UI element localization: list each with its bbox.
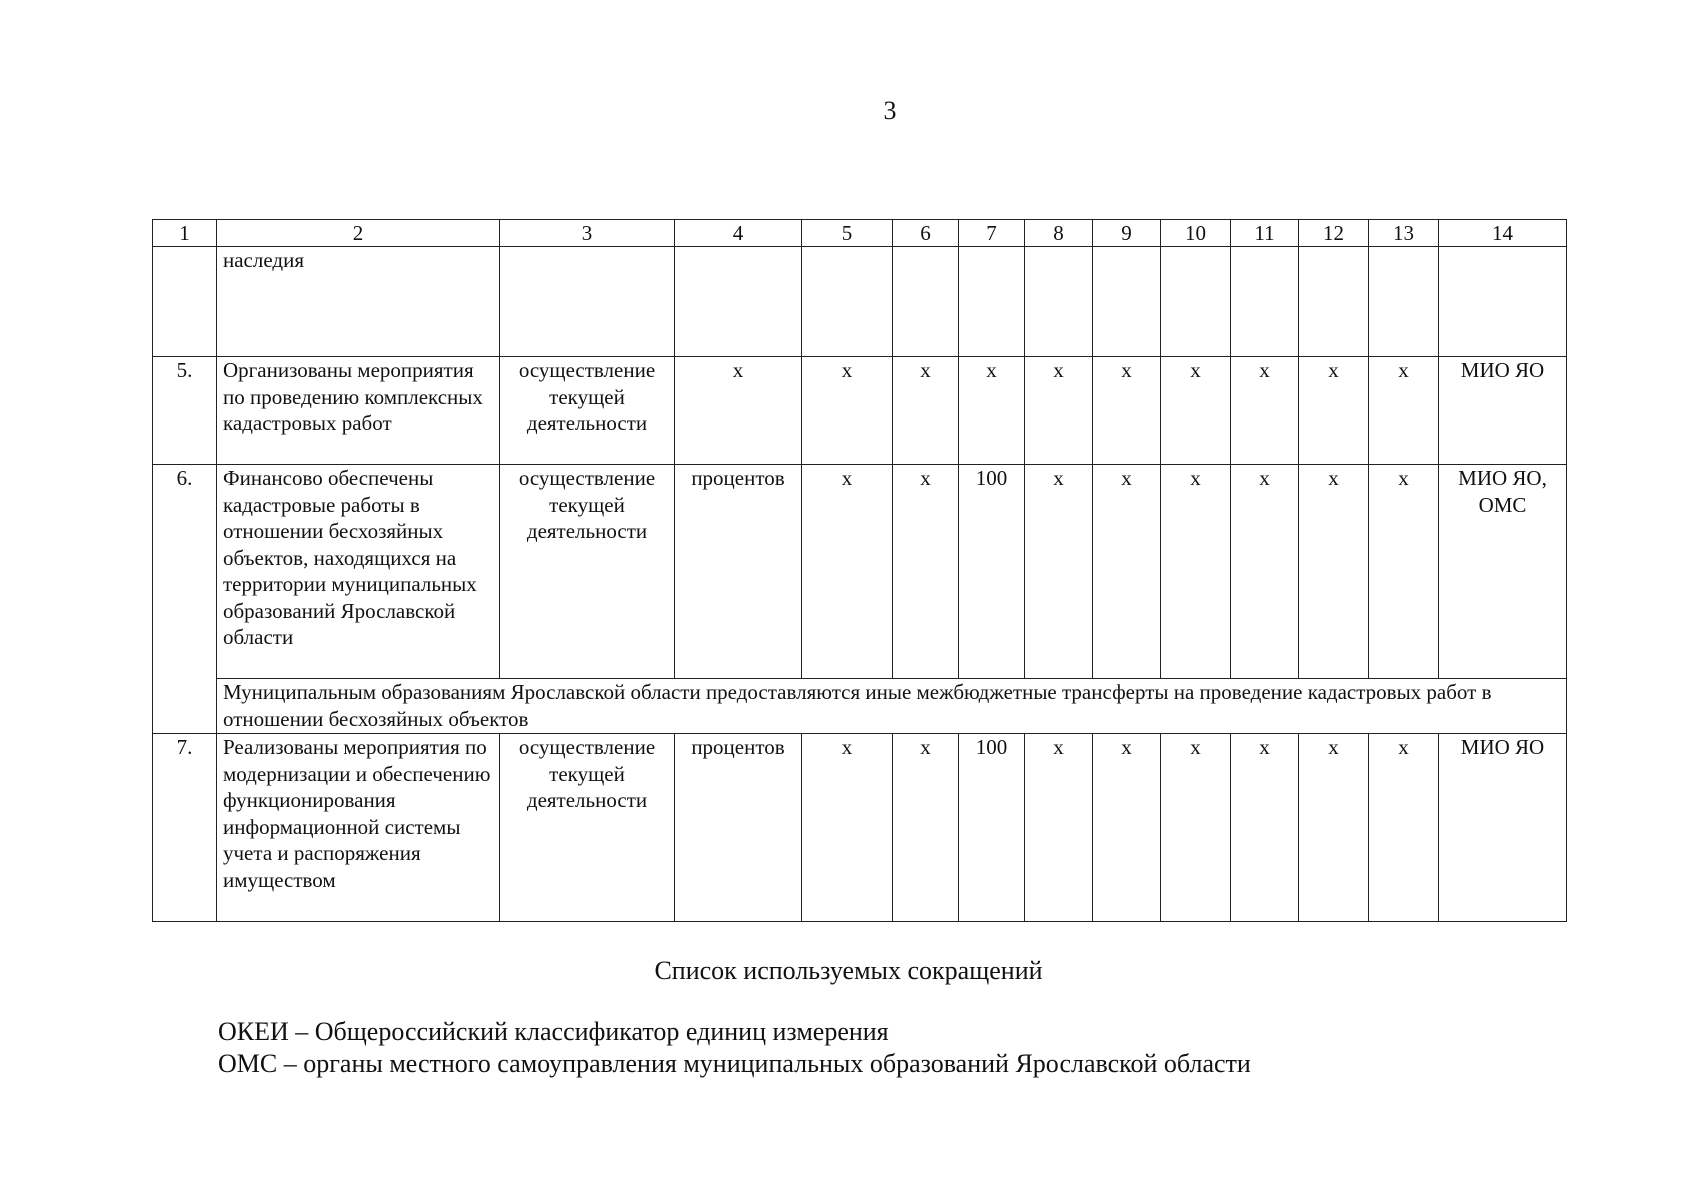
abbreviation-item: ОМС – органы местного самоуправления муниципальных образований Ярославской области bbox=[218, 1049, 1251, 1078]
cell-type: осуществление текущей деятельности bbox=[500, 465, 675, 679]
header-cell: 2 bbox=[217, 220, 500, 247]
cell-value: х bbox=[959, 357, 1025, 465]
cell-empty bbox=[1161, 247, 1231, 357]
cell-empty bbox=[1231, 247, 1299, 357]
cell-value: х bbox=[1093, 465, 1161, 679]
cell-empty bbox=[500, 247, 675, 357]
cell-num: 6. bbox=[153, 465, 217, 734]
cell-value: х bbox=[802, 734, 893, 922]
cell-empty bbox=[802, 247, 893, 357]
cell-empty bbox=[1093, 247, 1161, 357]
cell-empty bbox=[893, 247, 959, 357]
cell-value: х bbox=[1025, 357, 1093, 465]
cell-empty bbox=[1439, 247, 1567, 357]
header-cell: 14 bbox=[1439, 220, 1567, 247]
cell-executor: МИО ЯО, ОМС bbox=[1439, 465, 1567, 679]
cell-unit: процентов bbox=[675, 734, 802, 922]
header-cell: 6 bbox=[893, 220, 959, 247]
cell-value: х bbox=[1369, 465, 1439, 679]
cell-type: осуществление текущей деятельности bbox=[500, 357, 675, 465]
header-cell: 5 bbox=[802, 220, 893, 247]
cell-title: Финансово обеспечены кадастровые работы в отношении бесхозяйных объектов, находящихся на территории муниципальных образований Ярославской области bbox=[217, 465, 500, 679]
header-cell: 13 bbox=[1369, 220, 1439, 247]
cell-value: х bbox=[1369, 734, 1439, 922]
cell-num: 7. bbox=[153, 734, 217, 922]
cell-type: осуществление текущей деятельности bbox=[500, 734, 675, 922]
cell-value: х bbox=[893, 357, 959, 465]
cell-empty bbox=[1299, 247, 1369, 357]
cell-value: х bbox=[1231, 357, 1299, 465]
cell-value: х bbox=[1299, 734, 1369, 922]
cell-note: Муниципальным образованиям Ярославской области предоставляются иные межбюджетные трансферты на проведение кадастровых работ в отношении бесхозяйных объектов bbox=[217, 679, 1567, 734]
table-row bbox=[153, 734, 1567, 922]
cell-value: х bbox=[1025, 734, 1093, 922]
cell-value: х bbox=[1161, 357, 1231, 465]
cell-value: х bbox=[893, 465, 959, 679]
indicators-table bbox=[152, 219, 1567, 922]
cell-empty bbox=[1369, 247, 1439, 357]
cell-value: х bbox=[1231, 465, 1299, 679]
table-row-note bbox=[153, 679, 1567, 734]
header-cell: 4 bbox=[675, 220, 802, 247]
cell-value: х bbox=[1161, 734, 1231, 922]
cell-value: 100 bbox=[959, 734, 1025, 922]
cell-title: Организованы мероприятия по проведению комплексных кадастровых работ bbox=[217, 357, 500, 465]
table-header-row bbox=[153, 220, 1567, 247]
cell-executor: МИО ЯО bbox=[1439, 357, 1567, 465]
cell-value: 100 bbox=[959, 465, 1025, 679]
cell-empty bbox=[675, 247, 802, 357]
cell-value: х bbox=[1299, 357, 1369, 465]
cell-title: Реализованы мероприятия по модернизации и обеспечению функционирования информационной системы учета и распоряжения имуществом bbox=[217, 734, 500, 922]
cell-empty bbox=[959, 247, 1025, 357]
page-number: 3 bbox=[883, 96, 897, 125]
cell-value: х bbox=[1093, 734, 1161, 922]
header-cell: 12 bbox=[1299, 220, 1369, 247]
cell-value: х bbox=[1025, 465, 1093, 679]
abbreviations-title: Список используемых сокращений bbox=[654, 956, 1043, 985]
header-cell: 8 bbox=[1025, 220, 1093, 247]
cell-value: х bbox=[1369, 357, 1439, 465]
header-cell: 9 bbox=[1093, 220, 1161, 247]
cell-num: 5. bbox=[153, 357, 217, 465]
table-row bbox=[153, 357, 1567, 465]
cell-unit: х bbox=[675, 357, 802, 465]
abbreviations-list bbox=[218, 1016, 1251, 1080]
header-cell: 11 bbox=[1231, 220, 1299, 247]
table-row bbox=[153, 465, 1567, 679]
cell-value: х bbox=[1299, 465, 1369, 679]
header-cell: 10 bbox=[1161, 220, 1231, 247]
cell-executor: МИО ЯО bbox=[1439, 734, 1567, 922]
cell-value: х bbox=[893, 734, 959, 922]
cell-value: х bbox=[1161, 465, 1231, 679]
header-cell: 1 bbox=[153, 220, 217, 247]
abbreviation-item: ОКЕИ – Общероссийский классификатор единиц измерения bbox=[218, 1017, 889, 1046]
cell-value: х bbox=[802, 357, 893, 465]
cell-empty bbox=[1025, 247, 1093, 357]
table-row-continuation bbox=[153, 247, 1567, 357]
cell-unit: процентов bbox=[675, 465, 802, 679]
cell-title: наследия bbox=[217, 247, 500, 357]
cell-value: х bbox=[1231, 734, 1299, 922]
header-cell: 7 bbox=[959, 220, 1025, 247]
cell-num bbox=[153, 247, 217, 357]
header-cell: 3 bbox=[500, 220, 675, 247]
cell-value: х bbox=[1093, 357, 1161, 465]
cell-value: х bbox=[802, 465, 893, 679]
